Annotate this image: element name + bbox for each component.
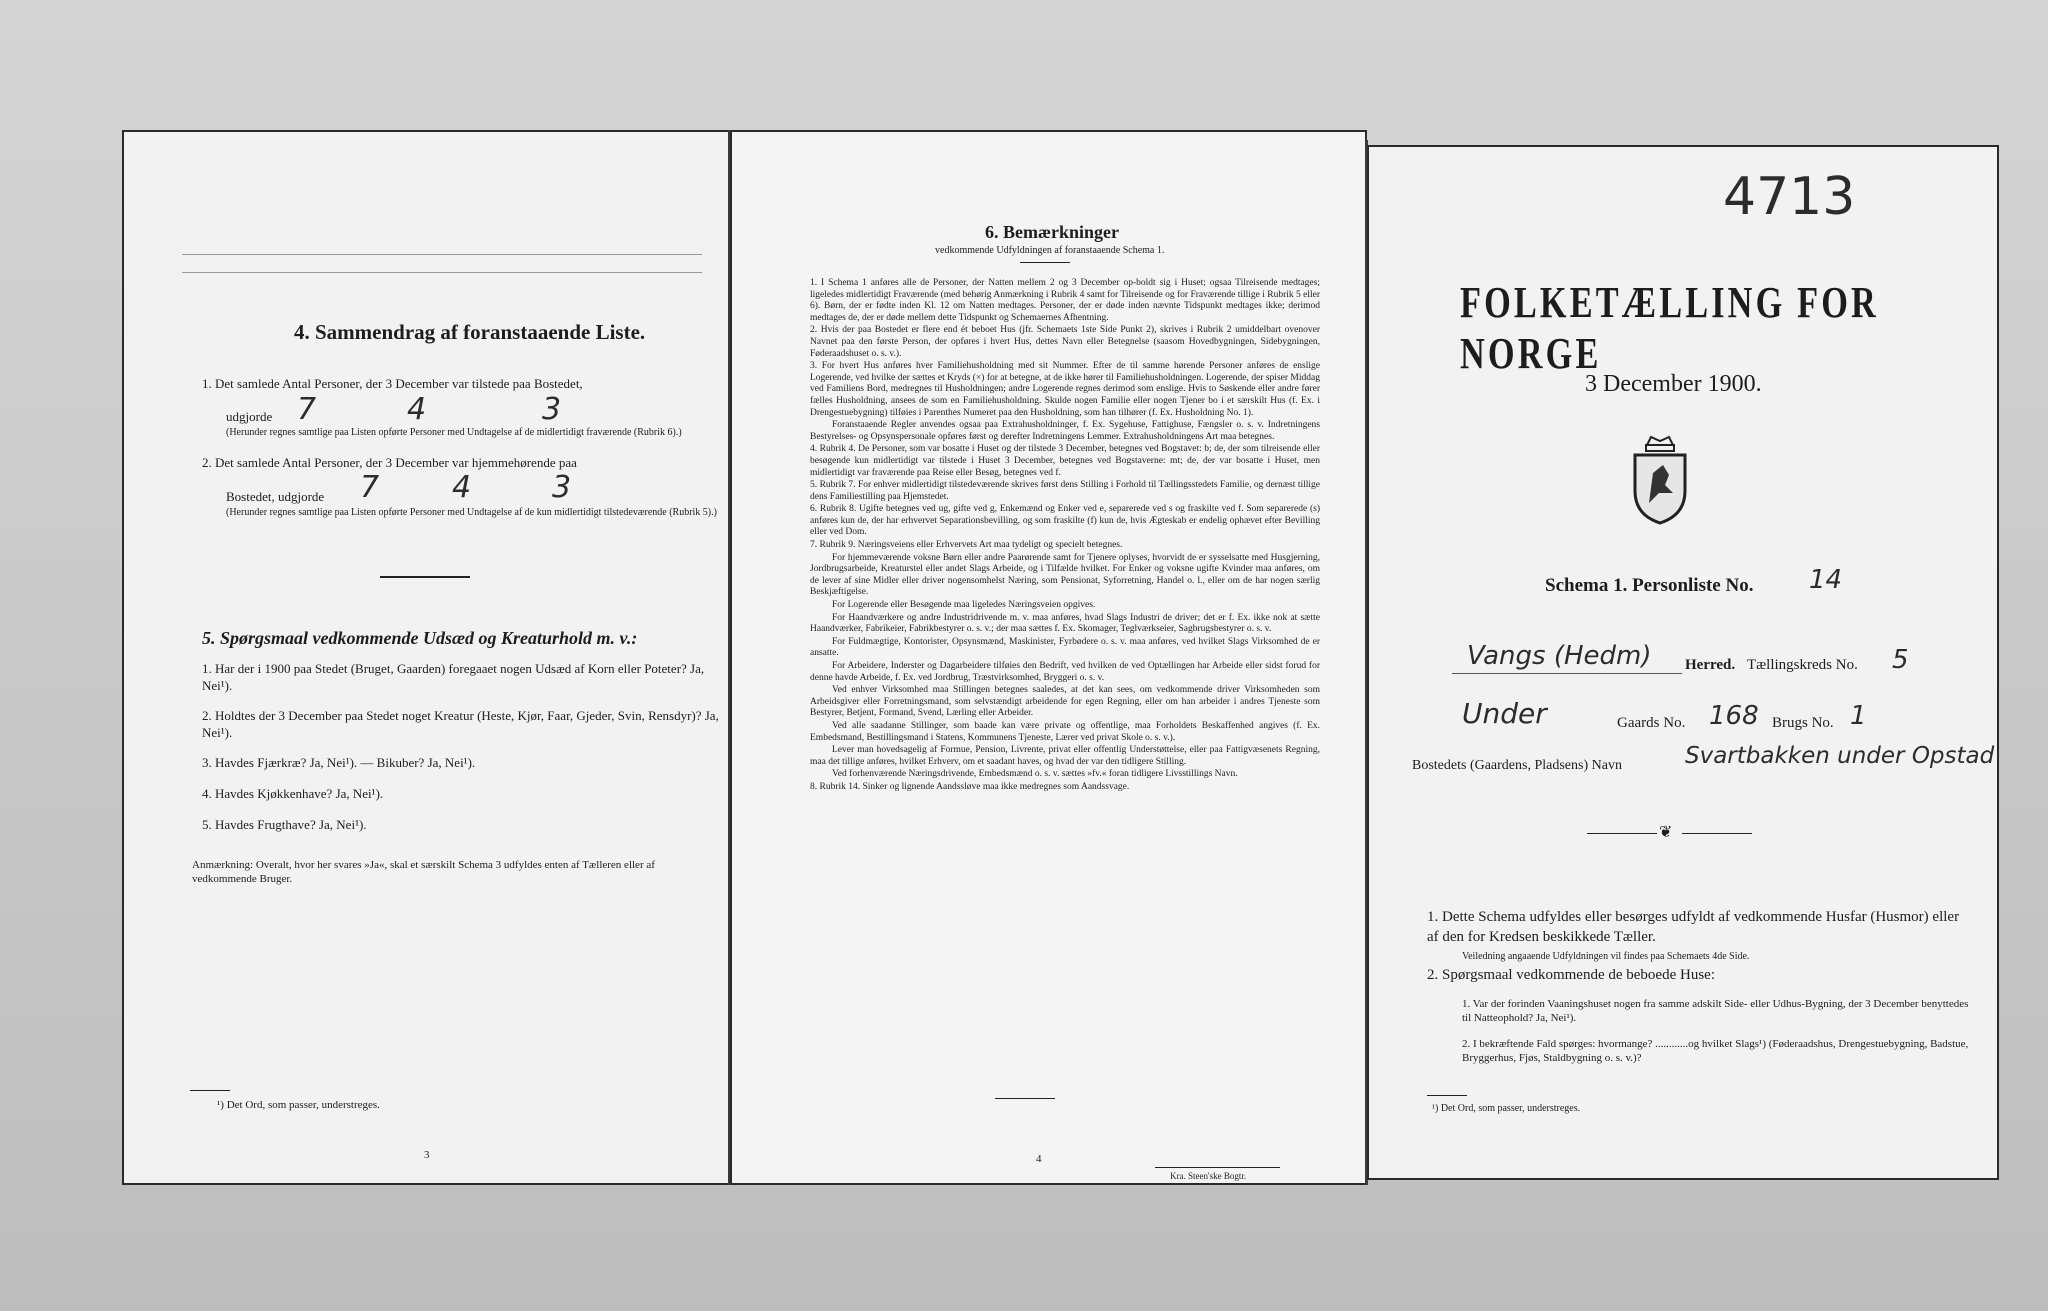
remark-note: Lever man hovedsagelig af Formue, Pension, Livrente, privat eller offentlig Understøttelse, eller paa Fattigvæsenets Regning, maa det tillige anføres, hvilket Erhverv, om et saadant haves, og hvad der var den tidligere Stilling. xyxy=(810,745,1320,767)
printer-mark: Kra. Steen'ske Bogtr. xyxy=(1170,1171,1247,1181)
coat-of-arms-icon xyxy=(1629,433,1691,525)
question-1: 1. Har der i 1900 paa Stedet (Bruget, Gaarden) foregaaet nogen Udsæd af Korn eller Poteter? Ja, Nei¹). xyxy=(202,661,705,693)
remark-note: 5. Rubrik 7. For enhver midlertidigt tilstedeværende skrives først dens Stilling i Forhold til Tællingsstedets Familie, og dernæst tillige dens Familiestilling paa Hjemstedet. xyxy=(810,480,1320,502)
herred-handwritten: Vangs (Hedm) xyxy=(1467,641,1652,671)
section5-title: 5. Spørgsmaal vedkommende Udsæd og Kreaturhold m. v.: xyxy=(202,628,638,648)
page-number: 3 xyxy=(424,1149,430,1161)
ornament-rule-right xyxy=(1682,833,1752,834)
remark-note: 4. Rubrik 4. De Personer, som var bosatte i Huset og der tilstede 3 December, betegnes ved Bogstavet: b; de, der som tilreisende eller besøgende kun midlertidigt var tilstede i Huset 3 December, betegnes ved Bogstaverne: mt; de, der var bosatte i Huset, men midlertidigt var fraværende paa Reise eller Besøg, betegnes ved f. xyxy=(810,444,1320,478)
faint-ruled-line xyxy=(182,272,702,273)
page-right xyxy=(1367,145,1999,1180)
summary-item-2-udgjorde: Bostedet, udgjorde xyxy=(226,489,325,504)
footnote: ¹) Det Ord, som passer, understreges. xyxy=(217,1099,380,1111)
question-4: 4. Havdes Kjøkkenhave? Ja, Nei¹). xyxy=(202,786,384,801)
personliste-number: 14 xyxy=(1809,565,1843,595)
question-5: 5. Havdes Frugthave? Ja, Nei¹). xyxy=(202,817,367,832)
handwritten-female-2: 3 xyxy=(552,470,572,505)
footnote-rule xyxy=(1427,1095,1467,1096)
remarks-subtitle: vedkommende Udfyldningen af foranstaaende Schema 1. xyxy=(935,245,1165,256)
summary-item-2-note: (Herunder regnes samtlige paa Listen opførte Personer med Undtagelse af de kun midlertidigt tilstedeværende (Rubrik 5).) xyxy=(226,507,717,518)
remark-note: Ved enhver Virksomhed maa Stillingen betegnes saaledes, at det kan sees, om vedkommende driver Virksomheden som Arbeidsgiver eller Forretningsmand, som selvstændigt arbeidende for egen Regning, eller om han arbeider i andres Tjeneste som Bestyrer, Betjent, Formand, Svend, Lærling eller Arbeider. xyxy=(810,685,1320,719)
divider xyxy=(1020,262,1070,263)
remarks-title: 6. Bemærkninger xyxy=(985,222,1119,242)
summary-item-1: 1. Det samlede Antal Personer, der 3 December var tilstede paa Bostedet, xyxy=(202,376,583,391)
ornament-icon: ❦ xyxy=(1659,824,1673,841)
gaards-label: Gaards No. xyxy=(1617,715,1686,731)
brugs-number: 1 xyxy=(1850,701,1867,731)
summary-item-1-udgjorde: udgjorde xyxy=(226,409,273,424)
gaards-number: 168 xyxy=(1709,701,1759,731)
divider xyxy=(380,576,470,578)
census-date: 3 December 1900. xyxy=(1585,371,1762,397)
krets-label: Tællingskreds No. xyxy=(1747,657,1858,673)
remarks-notes xyxy=(810,278,1320,795)
remark-note: For Fuldmægtige, Kontorister, Opsynsmænd, Maskinister, Fyrbødere o. s. v. maa anføres, ved hvilket Slags Virksomhed de er ansatte. xyxy=(810,636,1320,659)
remark-note: Ved alle saadanne Stillinger, som baade kan være private og offentlige, maa Forholdets Beskaffenhed angives (f. Ex. Embedsmand, Bestillingsmand i Statens, Kommunens Tjeneste, Lærer ved privat Skole o. s. v.). xyxy=(810,720,1320,743)
remark-note: Foranstaaende Regler anvendes ogsaa paa Extrahusholdninger, f. Ex. Sygehuse, Fattighuse, Fængsler o. s. v. Indretningens Bestyrelses- og Opsynspersonale opføres først og derefter Indretningens Lemmer. Extrahusholdningens Art maa betegnes. xyxy=(810,420,1320,442)
footnote: ¹) Det Ord, som passer, understreges. xyxy=(1432,1103,1581,1114)
remark-note: 2. Hvis der paa Bostedet er flere end ét beboet Hus (jfr. Schemaets 1ste Side Punkt 2), skrives i Rubrik 2 umiddelbart ovenover Navnet paa den første Person, der opføres i hvert Hus, dettes Navn eller Betegnelse (saasom Hovedbygningen, Sidebygningen, Føderaadshuset o. s. v.). xyxy=(810,325,1320,359)
instruction-1-note: Veiledning angaaende Udfyldningen vil findes paa Schemaets 4de Side. xyxy=(1462,951,1750,962)
instruction-2-q2: 2. I bekræftende Fald spørges: hvormange? ............og hvilket Slags¹) (Føderaadshus, Drengestuebygning, Badstue, Bryggerhus, Fjøs, Staldbygning o. s. v.)? xyxy=(1462,1038,1969,1064)
section4-title: 4. Sammendrag af foranstaaende Liste. xyxy=(294,320,646,344)
handwritten-female-1: 3 xyxy=(542,392,562,427)
summary-item-2: 2. Det samlede Antal Personer, der 3 December var hjemmehørende paa xyxy=(202,455,577,470)
krets-number: 5 xyxy=(1892,645,1909,675)
bosted-label: Bostedets (Gaardens, Pladsens) Navn xyxy=(1412,758,1622,773)
handwritten-total-2: 7 xyxy=(360,470,380,505)
bosted-handwritten: Svartbakken under Opstad xyxy=(1685,743,1995,769)
instruction-1: 1. Dette Schema udfyldes eller besørges udfyldt af vedkommende Husfar (Husmor) eller af den for Kredsen beskikkede Tæller. xyxy=(1427,909,1960,945)
instruction-2: 2. Spørgsmaal vedkommende de beboede Huse: xyxy=(1427,967,1715,983)
fill-line xyxy=(1452,673,1682,674)
remark-note: 7. Rubrik 9. Næringsveiens eller Erhvervets Art maa tydeligt og specielt betegnes. xyxy=(810,540,1123,551)
remark-note: 8. Rubrik 14. Sinker og lignende Aandssløve maa ikke medregnes som Aandssvage. xyxy=(810,781,1130,792)
remark-note: 6. Rubrik 8. Ugifte betegnes ved ug, gifte ved g, Enkemænd og Enker ved e, separerede ved s og fraskilte ved f. Som separerede (s) anføres kun de, der har erhvervet Separationsbevilling, og som fraskilte (f) kun de, hvis Ægteskab er endelig ophævet efter Bevilling eller ved Dom. xyxy=(810,504,1320,538)
page-number: 4 xyxy=(1036,1153,1042,1165)
remark-note: For Haandværkere og andre Industridrivende m. v. maa anføres, hvad Slags Industri de driver; det er f. Ex. ikke nok at sætte Haandværker, Fabrikeier, Fabrikbestyrer o. s. v.; der maa sættes f. Ex. Skomager, Teglværkseier, Sagbrugsbestyrer o. s. v. xyxy=(810,612,1320,635)
remark-note: For Logerende eller Besøgende maa ligeledes Næringsveien opgives. xyxy=(832,600,1096,611)
schema-label: Schema 1. Personliste No. xyxy=(1545,575,1754,596)
remark-note: 1. I Schema 1 anføres alle de Personer, der Natten mellem 2 og 3 December op-boldt sig i Huset; ogsaa Tilreisende medtages; ligeledes midlertidigt Fraværende (med behørig Anmærkning i Rubrik 4 samt for Tilreisende og for Fraværende tillige i Rubrik 5 eller 6). Børn, der er fødte inden Kl. 12 om Natten medtages. Personer, der er døde inden nævnte Tidspunkt medtages ikke; derimod medtages de, der er døde mellem dette Tidspunkt og Schemaernes Afhentning. xyxy=(810,278,1321,323)
question-3: 3. Havdes Fjærkræ? Ja, Nei¹). — Bikuber? Ja, Nei¹). xyxy=(202,755,476,770)
question-2: 2. Holdtes der 3 December paa Stedet noget Kreatur (Heste, Kjør, Faar, Gjeder, Svin, Rensdyr)? Ja, Nei¹). xyxy=(202,708,719,740)
remark-note: Ved forhenværende Næringsdrivende, Embedsmænd o. s. v. sættes »fv.« foran tidligere Livsstillings Navn. xyxy=(832,769,1238,780)
brugs-label: Brugs No. xyxy=(1772,715,1834,731)
summary-item-1-note: (Herunder regnes samtlige paa Listen opførte Personer med Undtagelse af de midlertidigt fraværende (Rubrik 6).) xyxy=(226,427,682,438)
instruction-2-q1: 1. Var der forinden Vaaningshuset nogen fra samme adskilt Side- eller Udhus-Bygning, der 3 December benyttedes til Natteophold? Ja, Nei¹). xyxy=(1462,998,1969,1024)
archive-number: 4713 xyxy=(1723,167,1856,227)
printer-rule xyxy=(1155,1167,1280,1168)
divider xyxy=(995,1098,1055,1099)
footnote-rule xyxy=(190,1090,230,1091)
handwritten-male-2: 4 xyxy=(452,470,472,505)
remark: Anmærkning: Overalt, hvor her svares »Ja«, skal et særskilt Schema 3 udfyldes enten af Tælleren eller af vedkommende Bruger. xyxy=(192,859,655,885)
page-left xyxy=(122,130,730,1185)
page-middle xyxy=(730,130,1367,1185)
handwritten-male-1: 4 xyxy=(407,392,427,427)
handwritten-total-1: 7 xyxy=(297,392,317,427)
ornament-rule-left xyxy=(1587,833,1657,834)
herred-label: Herred. xyxy=(1685,657,1736,673)
remark-note: For Arbeidere, Inderster og Dagarbeidere tilføies den Bedrift, ved hvilken de ved Optællingen har Arbeide eller sidst forud for denne havde Arbeide, f. Ex. ved Jordbrug, Træstvirksomhed, Bryggeri o. s. v. xyxy=(810,661,1320,683)
main-title: FOLKETÆLLING FOR NORGE xyxy=(1460,278,1879,378)
remark-note: 3. For hvert Hus anføres hver Familiehusholdning med sit Nummer. Efter de til samme hørende Personer anføres de enslige Logerende, ved hvilke der sættes et Kryds (×) for at betegne, at de ikke hører til Familiehusholdningen. Logerende, der spiser Middag ved Familiens Bord, medregnes til Husholdningen; andre Logerende regnes derimod som enslige. Hvis to Søskende eller andre fører fælles Husholdning, ansees de som en Familiehusholdning. Skulde nogen Familie eller nogen Tjener bo i et særskilt Hus (f. Ex. i Drengestuebygning) tilføies i Parenthes Numeret paa den Husholdning, som han tilhører (f. Ex. Husholdning No. 1). xyxy=(810,361,1320,418)
remark-note: For hjemmeværende voksne Børn eller andre Paarørende samt for Tjenere oplyses, hvorvidt de er sysselsatte med Husgjerning, Jordbrugsarbeide, Kreaturstel eller andet Slags Arbeide, og i Tilfælde hvilket. For Enker og voksne ugifte Kvinder maa anføres, om de lever af sine Midler eller driver nogensomhelst Næring, som Pensionat, Syforretning, Handel o. l., eller om de har nogen særlig Beskjæftigelse. xyxy=(810,552,1320,598)
gaards-handwritten: Under xyxy=(1462,697,1547,730)
faint-ruled-line xyxy=(182,254,702,255)
